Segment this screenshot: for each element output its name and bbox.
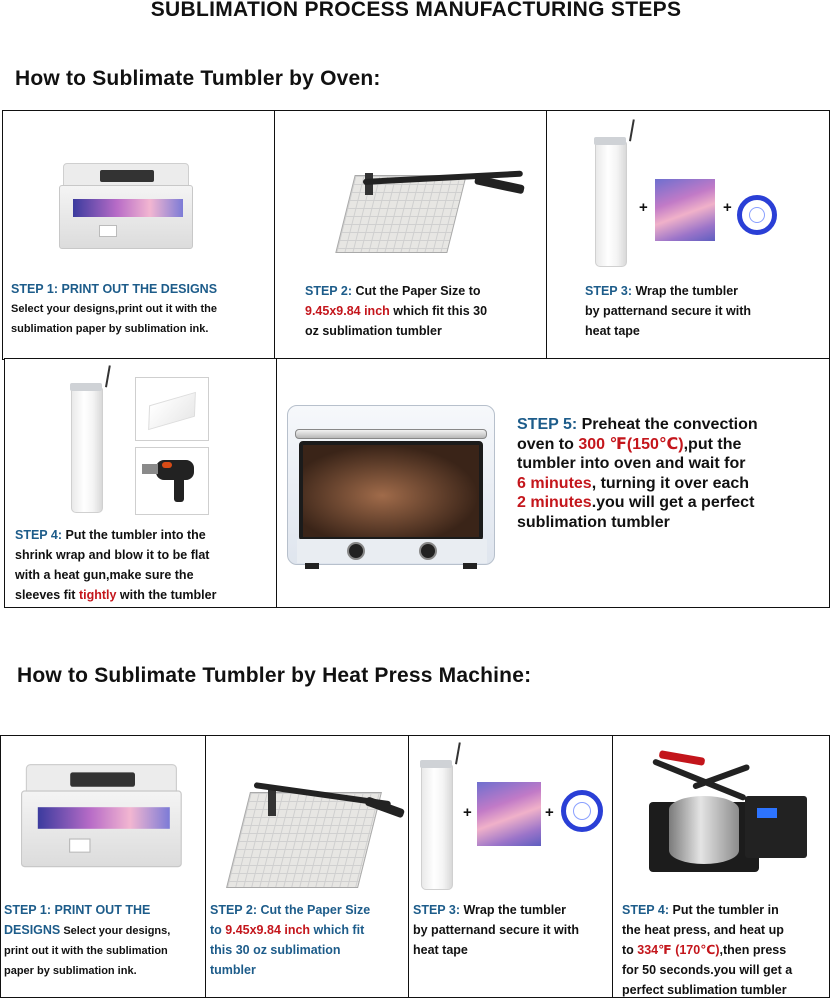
step3-press-box: + + STEP 3: Wrap the tumbler by patternand secure it with heat tape — [408, 735, 614, 998]
heat-tape-image — [737, 195, 777, 235]
step1-oven-text: STEP 1: PRINT OUT THE DESIGNS Select your designs,print out it with the sublimation paper by sublimation ink. — [11, 282, 218, 335]
page-title: SUBLIMATION PROCESS MANUFACTURING STEPS — [150, 0, 682, 21]
step5-oven-box — [276, 358, 830, 608]
step4-press-text: STEP 4: Put the tumbler in the heat press, and heat up to 334℉ (170℃),then press for 50 seconds.you will get a perfect sublimation tumbler — [622, 903, 793, 997]
step3-oven-text: STEP 3: Wrap the tumbler by patternand secure it with heat tape — [585, 284, 752, 338]
step2-oven-text: STEP 2: Cut the Paper Size to 9.45x9.84 inch which fit this 30 oz sublimation tumbler — [305, 284, 488, 338]
section-heading-heat-press: How to Sublimate Tumbler by Heat Press Machine: — [17, 664, 532, 687]
step3-press-text: STEP 3: Wrap the tumbler by patternand secure it with heat tape — [413, 903, 580, 957]
paper-cutter-image — [216, 760, 406, 890]
step2-press-box — [205, 735, 410, 998]
heat-gun-image — [135, 447, 209, 515]
tumbler-image — [595, 141, 627, 267]
step1-press-box — [0, 735, 207, 998]
step2-press-text: STEP 2: Cut the Paper Size to 9.45x9.84 inch which fit this 30 oz sublimation tumbler — [210, 903, 371, 977]
design-swatch-image — [477, 782, 541, 846]
tumbler-image — [421, 764, 453, 890]
heat-tape-image — [561, 790, 603, 832]
tumbler-image — [71, 387, 103, 513]
step4-oven-box — [4, 358, 278, 608]
printer-image — [21, 764, 182, 867]
step1-press-text: STEP 1: PRINT OUT THE DESIGNS Select your designs, print out it with the sublimation paper by sublimation ink. — [4, 903, 171, 977]
step4-oven-text: STEP 4: Put the tumbler into the shrink wrap and blow it to be flat with a heat gun,make sure the sleeves fit tightly with the tumbler — [15, 528, 217, 602]
step3-oven-box: + + STEP 3: Wrap the tumbler by patternand secure it with heat tape — [546, 110, 830, 360]
step4-press-box — [612, 735, 830, 998]
paper-cutter-image — [325, 149, 515, 259]
shrink-wrap-image — [135, 377, 209, 441]
section-heading-oven: How to Sublimate Tumbler by Oven: — [15, 67, 381, 90]
step2-oven-box — [274, 110, 548, 360]
printer-image — [59, 163, 193, 249]
step5-oven-text: STEP 5: Preheat the convection oven to 300 ℉(150℃),put the tumbler into oven and wait for 6 minutes, turning it over each 2 minutes.you will get a perfect sublimation tumbler — [517, 416, 758, 531]
design-swatch-image — [655, 179, 715, 241]
step1-oven-box — [2, 110, 276, 360]
heat-press-image — [633, 744, 813, 884]
